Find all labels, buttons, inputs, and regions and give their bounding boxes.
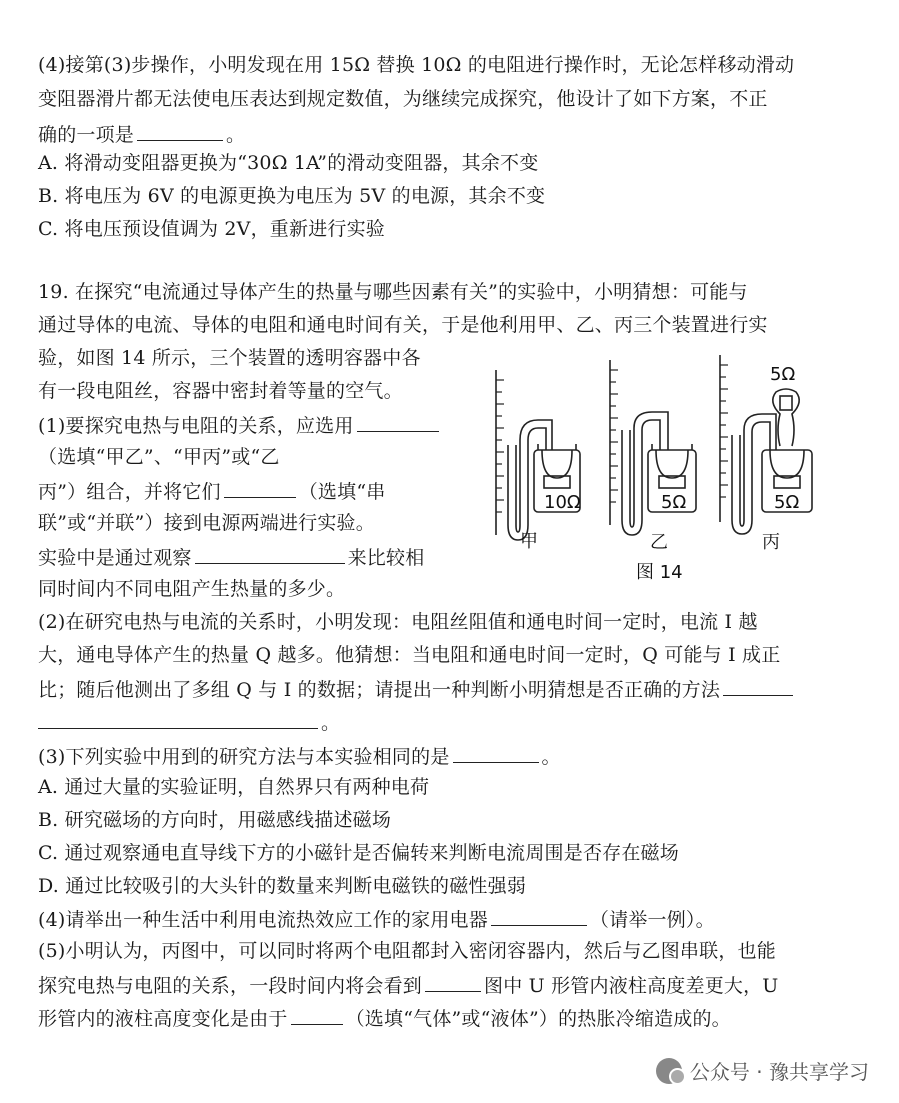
q19-p1-line5 — [38, 543, 424, 571]
q19-p1-line2: （选填“甲乙”、“甲丙”或“乙 — [38, 446, 280, 468]
q19-p5-line3-end: （选填“气体”或“液体”）的热胀冷缩造成的。 — [345, 1008, 731, 1030]
q19-p1-line4: 联”或“并联”）接到电源两端进行实验。 — [38, 512, 375, 534]
answer-blank[interactable] — [491, 905, 587, 926]
q19-p2-line3-text: 比；随后他测出了多组 Q 与 I 的数据；请提出一种判断小明猜想是否正确的方法 — [38, 679, 721, 701]
resistor-label-jia: 10Ω — [544, 492, 581, 513]
figure-14 — [480, 350, 860, 590]
q19-p1-line3-text: 丙”）组合，并将它们 — [38, 481, 221, 503]
resistor-label-yi: 5Ω — [661, 492, 687, 513]
q19-intro-line4: 有一段电阻丝，容器中密封着等量的空气。 — [38, 380, 403, 402]
q19-p1-line3-end: （选填“串 — [298, 481, 386, 503]
q19-p3-line1-text: (3)下列实验中用到的研究方法与本实验相同的是 — [38, 746, 450, 768]
q19-p2-line2: 大，通电导体产生的热量 Q 越多。他猜想：当电阻和通电时间一定时，Q 可能与 I 成正 — [38, 644, 781, 666]
q19-p5-line1: (5)小明认为，丙图中，可以同时将两个电阻都封入密闭容器内，然后与乙图串联，也能 — [38, 940, 776, 962]
apparatus-jia — [496, 370, 580, 540]
figure-label-bing: 丙 — [762, 532, 780, 553]
q19-p5-line2 — [38, 971, 779, 999]
q18-part4-line1: (4)接第(3)步操作，小明发现在用 15Ω 替换 10Ω 的电阻进行操作时，无论怎样移动滑动 — [38, 54, 795, 76]
q19-p3-option-c: C. 通过观察通电直导线下方的小磁针是否偏转来判断电流周围是否存在磁场 — [38, 842, 679, 864]
answer-blank[interactable] — [224, 477, 296, 498]
answer-blank[interactable] — [453, 742, 539, 763]
q19-p3-option-b: B. 研究磁场的方向时，用磁感线描述磁场 — [38, 809, 392, 831]
answer-blank[interactable] — [357, 411, 439, 432]
q19-p5-line2-text: 探究电热与电阻的关系，一段时间内将会看到 — [38, 975, 423, 997]
q19-p3-line1-end: 。 — [541, 746, 561, 768]
q18-part4-line2: 变阻器滑片都无法使电压表达到规定数值，为继续完成探究，他设计了如下方案，不正 — [38, 88, 768, 110]
q19-p2-line3 — [38, 675, 796, 703]
q18-part4-line3 — [38, 120, 245, 148]
answer-blank[interactable] — [38, 708, 318, 729]
q19-p1-line5-end: 来比较相 — [347, 547, 425, 569]
q19-p5-line2-end: 图中 U 形管内液柱高度差更大，U — [484, 975, 779, 997]
q19-p5-line3 — [38, 1004, 731, 1032]
wechat-icon — [656, 1058, 682, 1084]
figure-label-yi: 乙 — [650, 532, 668, 553]
q19-p5-line3-text: 形管内的液柱高度变化是由于 — [38, 1008, 288, 1030]
q19-p2-line4-end: 。 — [321, 712, 341, 734]
resistor-label-bing: 5Ω — [774, 492, 800, 513]
q19-p4-text: (4)请举出一种生活中利用电流热效应工作的家用电器 — [38, 909, 488, 931]
q18-option-a: A. 将滑动变阻器更换为“30Ω 1A”的滑动变阻器，其余不变 — [38, 152, 539, 174]
q19-p1-line6: 同时间内不同电阻产生热量的多少。 — [38, 578, 346, 600]
q19-p2-line1: (2)在研究电热与电流的关系时，小明发现：电阻丝阻值和通电时间一定时，电流 I 越 — [38, 611, 758, 633]
q19-intro-line3: 验，如图 14 所示，三个装置的透明容器中各 — [38, 347, 421, 369]
answer-blank[interactable] — [137, 120, 223, 141]
answer-blank[interactable] — [723, 675, 793, 696]
q19-p1-line3 — [38, 477, 385, 505]
q19-p3-option-a: A. 通过大量的实验证明，自然界只有两种电荷 — [38, 776, 430, 798]
q19-p1-line5-text: 实验中是通过观察 — [38, 547, 192, 569]
q19-p1-line1-text: (1)要探究电热与电阻的关系，应选用 — [38, 415, 354, 437]
q19-intro-line1: 19. 在探究“电流通过导体产生的热量与哪些因素有关”的实验中，小明猜想：可能与 — [38, 281, 748, 303]
q18-option-c: C. 将电压预设值调为 2V，重新进行实验 — [38, 218, 385, 240]
figure-caption: 图 14 — [636, 562, 683, 583]
q19-p4-end: （请举一例）。 — [589, 909, 715, 931]
figure-14-diagram — [480, 350, 860, 590]
q19-p1-line1 — [38, 411, 442, 439]
q18-option-b: B. 将电压为 6V 的电源更换为电压为 5V 的电源，其余不变 — [38, 185, 546, 207]
answer-blank[interactable] — [195, 543, 345, 564]
q19-p3-option-d: D. 通过比较吸引的大头针的数量来判断电磁铁的磁性强弱 — [38, 875, 527, 897]
q19-p4-line — [38, 905, 715, 933]
answer-blank[interactable] — [291, 1004, 343, 1025]
answer-blank[interactable] — [425, 971, 481, 992]
q18-part4-line3-text: 确的一项是 — [38, 124, 135, 146]
external-resistor-label: 5Ω — [770, 364, 796, 385]
figure-label-jia: 甲 — [520, 531, 538, 552]
watermark — [656, 1056, 869, 1085]
q19-p2-line4 — [38, 708, 340, 736]
q19-p3-line1 — [38, 742, 561, 770]
q19-intro-line2: 通过导体的电流、导体的电阻和通电时间有关，于是他利用甲、乙、丙三个装置进行实 — [38, 314, 768, 336]
watermark-text: 公众号 · 豫共享学习 — [689, 1060, 869, 1084]
q18-part4-line3-end: 。 — [226, 124, 246, 146]
